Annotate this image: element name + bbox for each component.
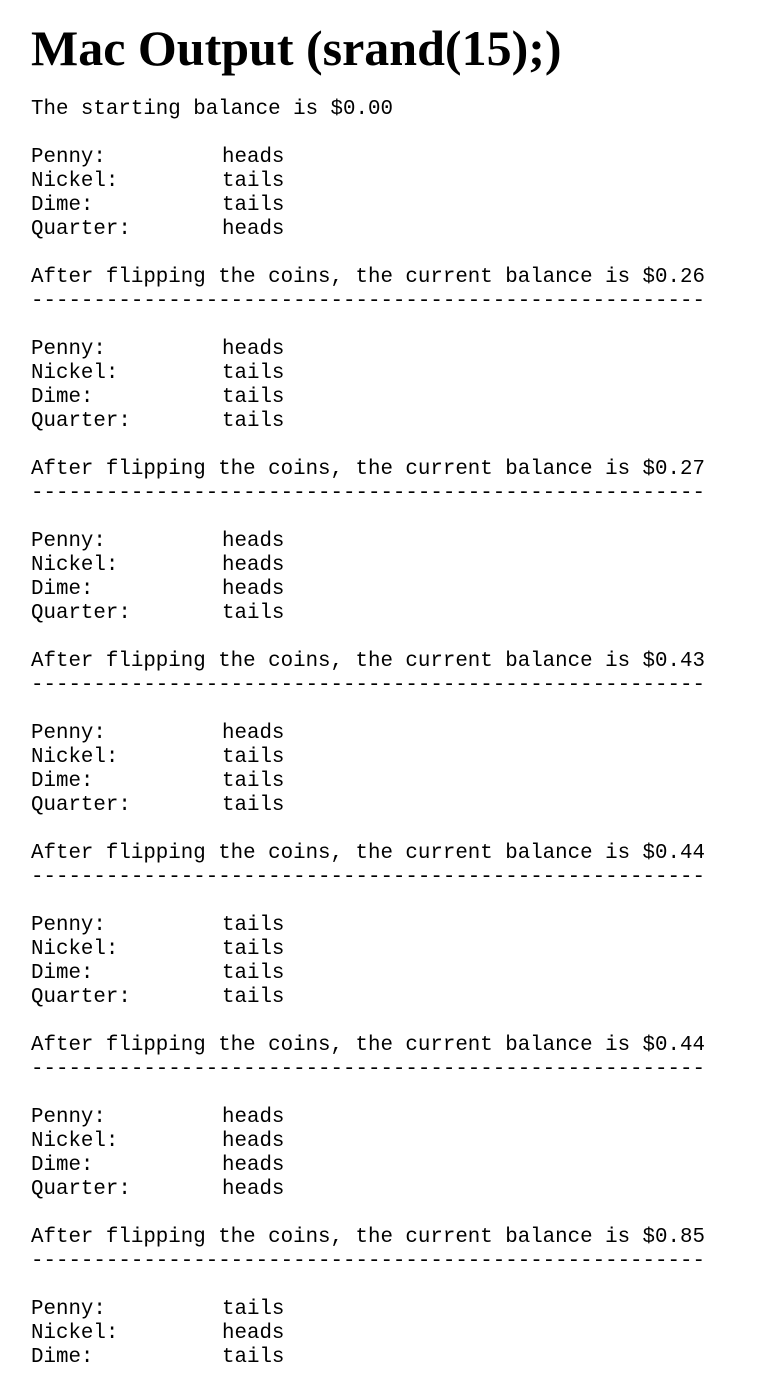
coin-row-dime bbox=[31, 1346, 771, 1370]
coin-row-dime bbox=[31, 962, 771, 986]
coin-name: Nickel: bbox=[31, 938, 119, 961]
coin-result: tails bbox=[222, 602, 285, 625]
coin-name: Penny: bbox=[31, 530, 106, 553]
coin-name: Dime: bbox=[31, 1154, 94, 1177]
coin-result: heads bbox=[222, 1322, 285, 1345]
coin-name: Nickel: bbox=[31, 362, 119, 385]
coin-row-quarter bbox=[31, 794, 771, 818]
coin-row-penny bbox=[31, 1298, 771, 1322]
coin-result: tails bbox=[222, 914, 285, 937]
coin-result: heads bbox=[222, 146, 285, 169]
balance-line: After flipping the coins, the current balance is $0.44 bbox=[31, 1034, 705, 1057]
coin-name: Penny: bbox=[31, 338, 106, 361]
coin-result: heads bbox=[222, 722, 285, 745]
coin-result: tails bbox=[222, 386, 285, 409]
coin-name: Nickel: bbox=[31, 554, 119, 577]
coin-name: Quarter: bbox=[31, 794, 131, 817]
coin-name: Quarter: bbox=[31, 1178, 131, 1201]
coin-name: Dime: bbox=[31, 386, 94, 409]
coin-name: Penny: bbox=[31, 1106, 106, 1129]
coin-result: tails bbox=[222, 986, 285, 1009]
balance-line: After flipping the coins, the current balance is $0.43 bbox=[31, 650, 705, 673]
coin-row-nickel bbox=[31, 170, 771, 194]
coin-result: heads bbox=[222, 530, 285, 553]
document-page bbox=[31, 0, 771, 1370]
coin-row-nickel bbox=[31, 938, 771, 962]
coin-result: tails bbox=[222, 794, 285, 817]
round-block bbox=[31, 1106, 771, 1274]
coin-row-penny bbox=[31, 530, 771, 554]
coin-result: tails bbox=[222, 1298, 285, 1321]
round-block bbox=[31, 722, 771, 890]
coin-name: Dime: bbox=[31, 578, 94, 601]
coin-row-penny bbox=[31, 722, 771, 746]
coin-name: Dime: bbox=[31, 194, 94, 217]
coin-row-dime bbox=[31, 386, 771, 410]
coin-result: tails bbox=[222, 410, 285, 433]
round-block bbox=[31, 338, 771, 506]
coin-result: tails bbox=[222, 962, 285, 985]
coin-result: tails bbox=[222, 170, 285, 193]
coin-row-dime bbox=[31, 194, 771, 218]
coin-row-nickel bbox=[31, 1322, 771, 1346]
balance-line: After flipping the coins, the current balance is $0.44 bbox=[31, 842, 705, 865]
round-block bbox=[31, 146, 771, 314]
coin-row-dime bbox=[31, 770, 771, 794]
divider-line: ------------------------------------------------------ bbox=[31, 1058, 705, 1081]
coin-name: Penny: bbox=[31, 722, 106, 745]
rounds-list bbox=[31, 146, 771, 1370]
coin-name: Quarter: bbox=[31, 986, 131, 1009]
coin-row-dime bbox=[31, 1154, 771, 1178]
coin-row-nickel bbox=[31, 1130, 771, 1154]
coin-name: Quarter: bbox=[31, 218, 131, 241]
coin-name: Nickel: bbox=[31, 1130, 119, 1153]
coin-name: Nickel: bbox=[31, 746, 119, 769]
balance-line: After flipping the coins, the current balance is $0.26 bbox=[31, 266, 705, 289]
round-block bbox=[31, 530, 771, 698]
coin-result: tails bbox=[222, 746, 285, 769]
coin-row-penny bbox=[31, 146, 771, 170]
coin-row-nickel bbox=[31, 746, 771, 770]
coin-result: heads bbox=[222, 218, 285, 241]
coin-name: Dime: bbox=[31, 962, 94, 985]
coin-name: Nickel: bbox=[31, 1322, 119, 1345]
coin-row-quarter bbox=[31, 602, 771, 626]
coin-name: Dime: bbox=[31, 770, 94, 793]
coin-name: Nickel: bbox=[31, 170, 119, 193]
coin-result: tails bbox=[222, 770, 285, 793]
divider-line: ------------------------------------------------------ bbox=[31, 482, 705, 505]
coin-row-quarter bbox=[31, 986, 771, 1010]
coin-result: tails bbox=[222, 194, 285, 217]
balance-line: After flipping the coins, the current balance is $0.85 bbox=[31, 1226, 705, 1249]
coin-row-nickel bbox=[31, 362, 771, 386]
coin-row-dime bbox=[31, 578, 771, 602]
coin-name: Dime: bbox=[31, 1346, 94, 1369]
coin-row-penny bbox=[31, 914, 771, 938]
coin-name: Quarter: bbox=[31, 602, 131, 625]
round-block bbox=[31, 1298, 771, 1370]
coin-result: heads bbox=[222, 1154, 285, 1177]
coin-name: Quarter: bbox=[31, 410, 131, 433]
coin-row-nickel bbox=[31, 554, 771, 578]
coin-result: tails bbox=[222, 362, 285, 385]
divider-line: ------------------------------------------------------ bbox=[31, 866, 705, 889]
coin-result: heads bbox=[222, 1106, 285, 1129]
coin-result: heads bbox=[222, 1178, 285, 1201]
coin-result: heads bbox=[222, 554, 285, 577]
coin-result: heads bbox=[222, 1130, 285, 1153]
coin-row-penny bbox=[31, 338, 771, 362]
starting-balance-line: The starting balance is $0.00 bbox=[31, 98, 393, 121]
coin-name: Penny: bbox=[31, 1298, 106, 1321]
coin-name: Penny: bbox=[31, 146, 106, 169]
coin-row-quarter bbox=[31, 410, 771, 434]
coin-row-quarter bbox=[31, 218, 771, 242]
round-block bbox=[31, 914, 771, 1082]
page-title: Mac Output (srand(15);) bbox=[31, 20, 562, 76]
coin-result: heads bbox=[222, 578, 285, 601]
balance-line: After flipping the coins, the current balance is $0.27 bbox=[31, 458, 705, 481]
divider-line: ------------------------------------------------------ bbox=[31, 290, 705, 313]
coin-name: Penny: bbox=[31, 914, 106, 937]
coin-result: heads bbox=[222, 338, 285, 361]
coin-row-penny bbox=[31, 1106, 771, 1130]
divider-line: ------------------------------------------------------ bbox=[31, 674, 705, 697]
divider-line: ------------------------------------------------------ bbox=[31, 1250, 705, 1273]
coin-result: tails bbox=[222, 1346, 285, 1369]
coin-row-quarter bbox=[31, 1178, 771, 1202]
coin-result: tails bbox=[222, 938, 285, 961]
